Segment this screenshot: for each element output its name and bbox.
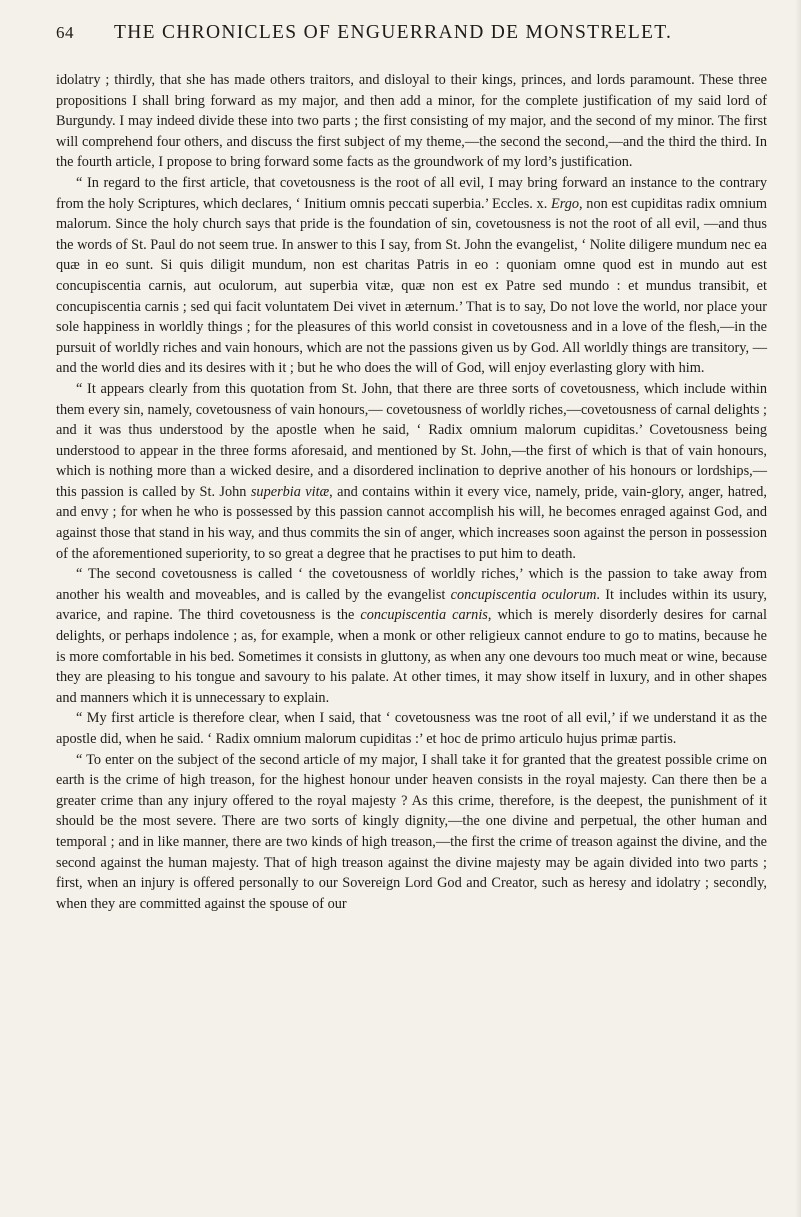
- paragraph: [56, 750, 767, 915]
- page-number: 64: [56, 23, 74, 42]
- text-run: , which is merely disorderly desires for carnal delights, or perhaps indolence ; as, for example, when a monk or other religieux cannot endure to go to matins, because he is more comfortable in his bed. Sometimes it consists in gluttony, as when any one devours too much meat or wine, because they are pleasing to his tongue and savoury to his palate. At other times, it may show itself in luxury, and in other shapes and manners which it is unnecessary to explain.: [56, 607, 767, 706]
- text-run: , non est cupiditas radix omnium malorum. Since the holy church says that pride is the foundation of sin, covetousness is not the root of all evil, —and thus the words of St. Paul do not seem true. In answer to this I say, from St. John the evangelist, ‘ Nolite diligere mundum nec ea quæ in eo sunt. Si quis diligit mundum, non est charitas Patris in eo : quoniam omne quod est in mundo aut est concupiscentia carnis, aut oculorum, aut superbia vitæ, quæ non est ex Patre sed mundo : et mundus transibit, et concupiscentia carnis ; sed qui facit voluntatem Dei vivet in æternum.’ That is to say, Do not love the world, nor place your sole happiness in worldly things ; for the pleasures of this world consist in covetousness and in a love of the flesh,—in the pursuit of worldly riches and vain honours, which are not the passions given us by God. All worldly things are transitory, —and the world dies and its desires with it ; but he who does the will of God, will enjoy everlasting glory with him.: [56, 195, 767, 377]
- page-edge-shadow: [795, 0, 801, 1217]
- paragraph: [56, 70, 767, 173]
- italic-phrase: concupiscentia oculorum: [450, 586, 597, 603]
- paragraph: [56, 379, 767, 564]
- text-run: . It includes within its usury, avarice, and rapine. The third covetousness is the: [56, 586, 767, 624]
- text-run: “ In regard to the first article, that covetousness is the root of all evil, I may bring forward an instance to the contrary from the holy Scriptures, which declares, ‘ Initium omnis peccati superbia.’ Eccles. x.: [56, 174, 767, 212]
- page-header: [56, 22, 767, 62]
- text-run: “ My first article is therefore clear, when I said, that ‘ covetousness was tne root of all evil,’ if we understand it as the apostle did, when he said. ‘ Radix omnium malorum cupiditas :’ et hoc de primo articulo hujus primæ partis.: [56, 710, 767, 747]
- text-run: “ The second covetousness is called ‘ the covetousness of worldly riches,’ which is the passion to take away from another his wealth and moveables, and is called by the evangelist: [56, 566, 767, 603]
- text-run: “ It appears clearly from this quotation from St. John, that there are three sorts of covetousness, which include within them every sin, namely, covetousness of vain honours,— covetousness of worldly riches,—covetousness of carnal delights ; and it was thus understood by the apostle when he said, ‘ Radix omnium malorum cupiditas.’ Covetousness being understood to appear in the three forms aforesaid, and mentioned by St. John,—the first of which is that of vain honours, which is nothing more than a wicked desire, and a disordered inclination to deprive another of his honours or lordships,—this passion is called by St. John: [56, 380, 767, 500]
- paragraph: [56, 708, 767, 749]
- italic-phrase: superbia vitæ: [250, 483, 330, 500]
- text-run: “ To enter on the subject of the second article of my major, I shall take it for granted that the greatest possible crime on earth is the crime of high treason, for the highest honour under heaven consists in the royal majesty. Can there then be a greater crime than any injury offered to the royal majesty ? As this crime, therefore, is the deepest, the punishment of it should be the most severe. There are two sorts of kingly dignity,—the one divine and perpetual, the other human and temporal ; and in like manner, there are two kinds of high treason,—the first the crime of treason against the divine, and the second against the human majesty. That of high treason against the divine majesty may be again divided into two parts ; first, when an injury is offered personally to our Sovereign Lord God and Creator, such as heresy and idolatry ; secondly, when they are committed against the spouse of our: [56, 751, 767, 912]
- running-title: THE CHRONICLES OF ENGUERRAND DE MONSTRELET.: [114, 22, 673, 43]
- paragraph: [56, 173, 767, 379]
- text-run: , and contains within it every vice, namely, pride, vain-glory, anger, hatred, and envy ; for when he who is possessed by this passion cannot accomplish his will, he becomes enraged against God, and against those that stand in his way, and thus commits the sin of anger, which increases soon against the person in possession of the aforementioned superiority, to so great a degree that he practises to put him to death.: [56, 483, 767, 562]
- italic-phrase: concupiscentia carnis: [360, 607, 488, 624]
- paragraph: [56, 564, 767, 708]
- italic-phrase: Ergo: [550, 195, 580, 212]
- body-text: [56, 70, 767, 914]
- text-run: idolatry ; thirdly, that she has made others traitors, and disloyal to their kings, princes, and lords paramount. These three propositions I shall bring forward as my major, and then add a minor, for the complete justification of my said lord of Burgundy. I may indeed divide these into two parts ; the first consisting of my major, and the second of my minor. The first will comprehend four others, and discuss the first subject of my theme,—the second the second,—and the third the third. In the fourth article, I propose to bring forward some facts as the groundwork of my lord’s justification.: [56, 72, 767, 171]
